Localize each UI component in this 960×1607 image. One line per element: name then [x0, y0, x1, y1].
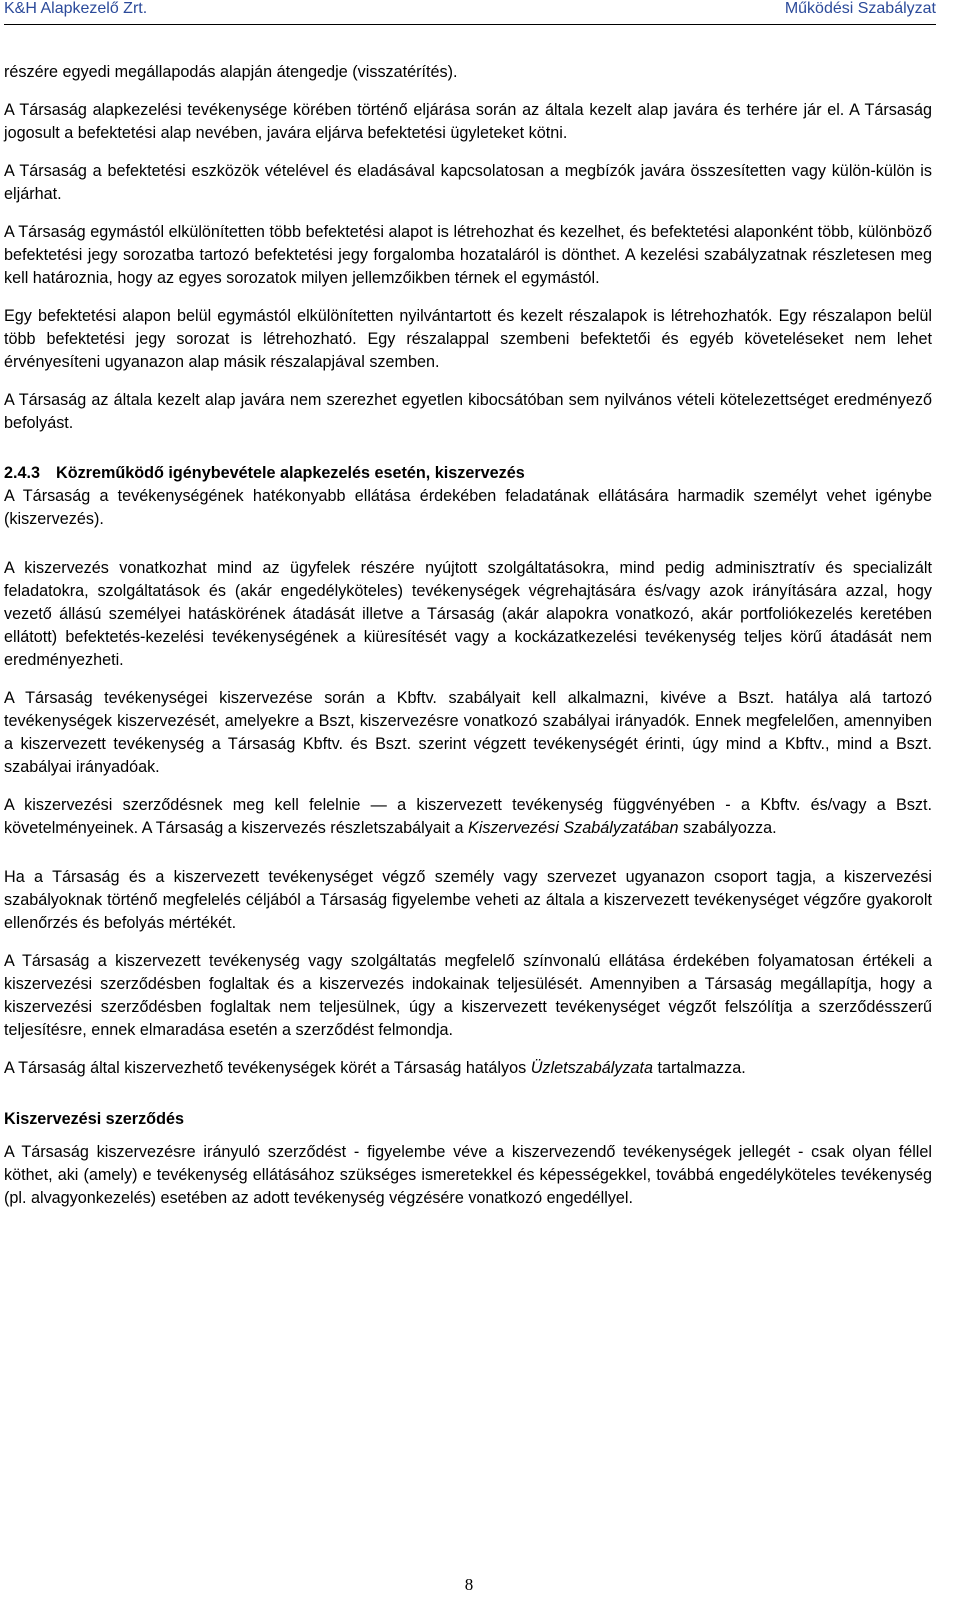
paragraph: A kiszervezési szerződésnek meg kell felelnie — a kiszervezett tevékenység függvényében - a Kbftv. és/vagy a Bszt. követelményeinek. A Társaság a kiszervezés részletszabályait a Kiszervezési Szabályzatában szabályozza.	[4, 796, 932, 837]
subheading: Kiszervezési szerződés	[4, 1110, 184, 1128]
paragraph: A Társaság a kiszervezett tevékenység vagy szolgáltatás megfelelő színvonalú ellátása érdekében folyamatosan értékeli a kiszervezési szerződésben foglaltak és a kiszervezés indokainak teljesülését. Amennyiben a Társaság megállapítja, hogy a kiszervezési szerződésben foglaltak nem teljesülnek, úgy a kiszervezett tevékenységet végzőt felszólítja a szerződésszerű teljesítésre, ennek elmaradása esetén a szerződést felmondja.	[4, 952, 932, 1039]
paragraph: A kiszervezés vonatkozhat mind az ügyfelek részére nyújtott szolgáltatásokra, mind pedig adminisztratív és specializált feladatokra, szolgáltatások és (akár engedélyköteles) tevékenységek végrehajtására és/vagy azok irányítására azzal, hogy vezető állású személyei hatáskörének átadását illetve a Társaság (akár alapokra vonatkozó, akár portfoliókezelés keretében ellátott) befektetés-kezelési tevékenységének a kiüresítését vagy a kockázatkezelési tevékenység teljes körű átadását nem eredményezheti.	[4, 559, 932, 669]
page-number: 8	[464, 1575, 474, 1594]
section-title: Közreműködő igénybevétele alapkezelés esetén, kiszervezés	[56, 464, 525, 482]
section-heading	[4, 462, 932, 485]
paragraph: A Társaság tevékenységei kiszervezése során a Kbftv. szabályait kell alkalmazni, kivéve a Bszt. hatálya alá tartozó tevékenységek kiszervezését, amelyekre a Bszt, kiszervezésre vonatkozó szabályai irányadók. Ennek megfelelően, amennyiben a kiszervezett tevékenység a Társaság Kbftv. és Bszt. szerint végzett tevékenységét érinti, úgy mind a Kbftv., mind a Bszt. szabályai irányadóak.	[4, 689, 932, 776]
italic-reference: Kiszervezési Szabályzatában	[467, 819, 679, 837]
paragraph: A Társaság kiszervezésre irányuló szerződést - figyelembe véve a kiszervezendő tevékenységek jellegét - csak olyan féllel köthet, aki (amely) e tevékenység ellátásához szükséges ismeretekkel és képességekkel, továbbá engedélyköteles tevékenység (pl. alvagyonkezelés) esetében az adott tevékenység végzésére vonatkozó engedéllyel.	[4, 1143, 932, 1207]
italic-reference: Üzletszabályzata	[530, 1059, 654, 1077]
paragraph: részére egyedi megállapodás alapján átengedje (visszatérítés).	[4, 63, 458, 81]
paragraph: A Társaság által kiszervezhető tevékenységek körét a Társaság hatályos Üzletszabályzata tartalmazza.	[4, 1059, 746, 1077]
paragraph: Egy befektetési alapon belül egymástól elkülönítetten nyilvántartott és kezelt részalapok is létrehozhatók. Egy részalapon belül több befektetési jegy sorozat is létrehozható. Egy részalappal szembeni befektetői és egyéb követeléseket nem lehet érvényesíteni ugyanazon alap másik részalapjával szemben.	[4, 307, 932, 371]
header-company-name: K&H Alapkezelő Zrt.	[4, 0, 148, 17]
document-body	[4, 61, 932, 1225]
paragraph: A Társaság a befektetési eszközök vételével és eladásával kapcsolatosan a megbízók javára összesítetten vagy külön-külön is eljárhat.	[4, 162, 932, 203]
paragraph: A Társaság az általa kezelt alap javára nem szerezhet egyetlen kibocsátóban sem nyilvános vételi kötelezettséget eredményező befolyást.	[4, 391, 932, 432]
section-number: 2.4.3	[4, 464, 41, 482]
page-header	[4, 0, 936, 25]
paragraph: Ha a Társaság és a kiszervezett tevékenységet végző személy vagy szervezet ugyanazon csoport tagja, a kiszervezési szabályoknak történő megfelelés céljából a Társaság figyelembe veheti az általa a kiszervezett tevékenységet végzőre gyakorolt ellenőrzés és befolyás mértékét.	[4, 868, 932, 932]
paragraph: A Társaság a tevékenységének hatékonyabb ellátása érdekében feladatának ellátására harmadik személyt vehet igénybe (kiszervezés).	[4, 487, 932, 528]
paragraph: A Társaság egymástól elkülönítetten több befektetési alapot is létrehozhat és kezelhet, és befektetési alaponként több, különböző befektetési jegy sorozatba tartozó befektetési jegy forgalomba hozataláról is dönthet. A kezelési szabályzatnak részletesen meg kell határoznia, hogy az egyes sorozatok milyen jellemzőikben térnek el egymástól.	[4, 223, 932, 287]
header-document-title: Működési Szabályzat	[784, 0, 936, 17]
paragraph: A Társaság alapkezelési tevékenysége körében történő eljárása során az általa kezelt alap javára és terhére jár el. A Társaság jogosult a befektetési alap nevében, javára eljárva befektetési ügyleteket kötni.	[4, 101, 932, 142]
